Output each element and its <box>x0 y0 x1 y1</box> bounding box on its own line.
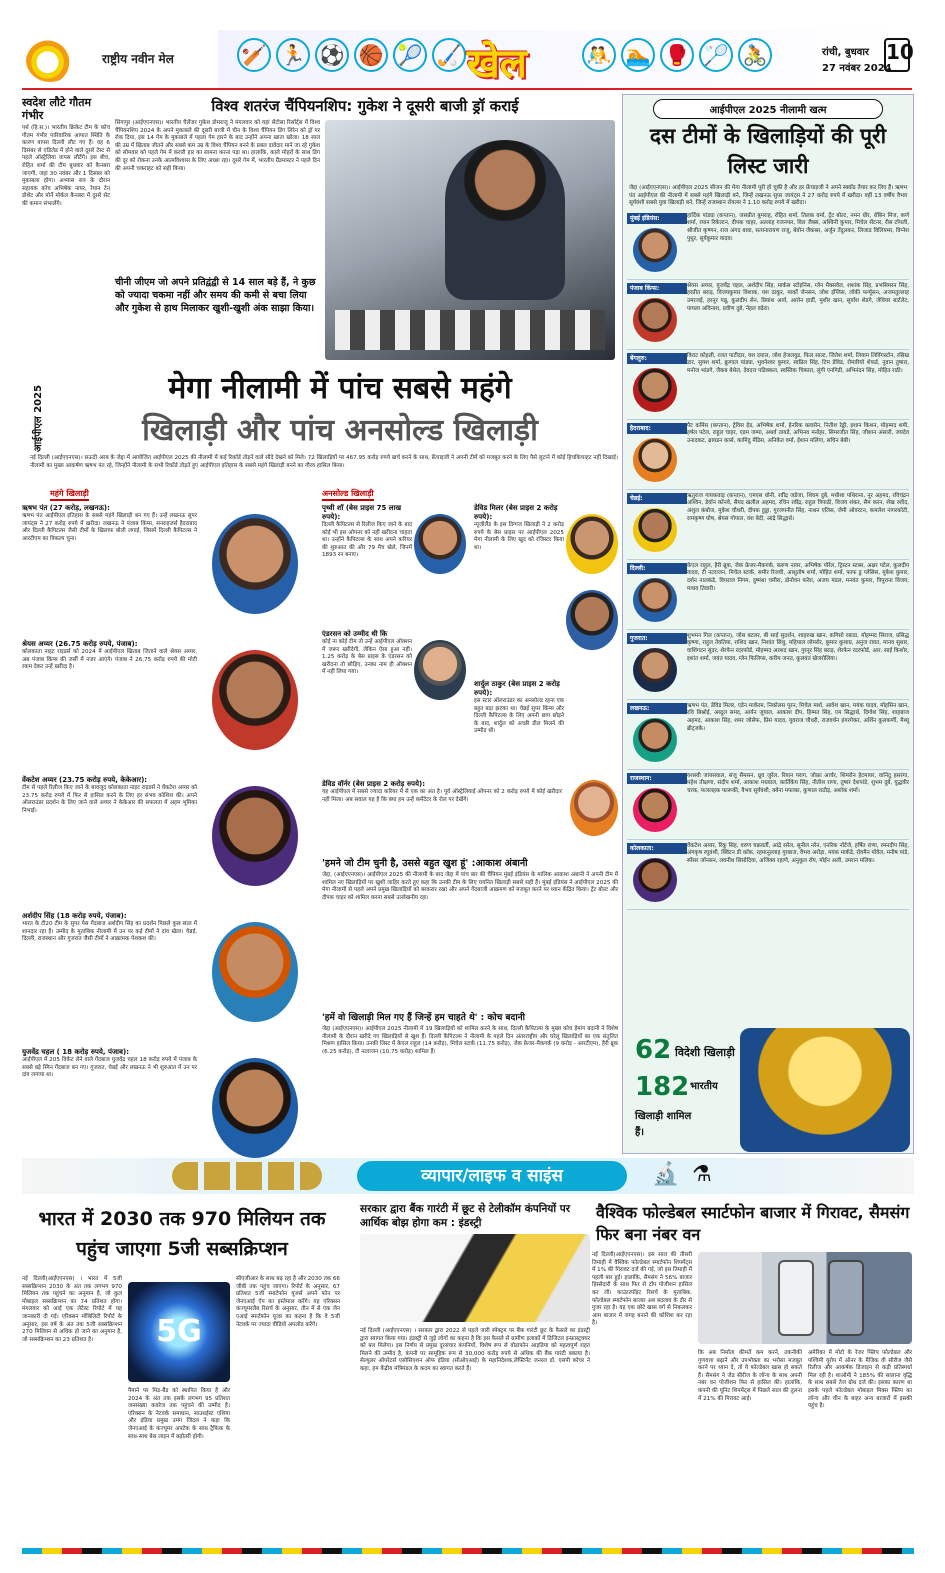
sports-icons-strip-right <box>582 38 772 72</box>
chess-title: विश्व शतरंज चैंपियनशिप: गुकेश ने दूसरी बाजी ड्रॉ कराई <box>211 97 519 115</box>
text-block: हैदराबाद: <box>627 423 687 434</box>
text-block: दिल्ली: <box>627 563 687 574</box>
expensive-heading: महंगे खिलाड़ी <box>50 488 89 501</box>
telecom-body: नई दिल्ली (आईएएनएस) । सरकार द्वारा 2022 से पहले जारी स्पेक्ट्रम पर बैंक गारंटी छूट के फैसले का इंडस्ट्री द्वारा स्वागत किया गया। इंडस्ट्री से जुड़े लोगों का कहना है कि इस फैसले से ग्रामीण इलाकों में डिजिटल इन्फ्रास्ट्रक्चर को बल मिलेगा। इस निर्णय से प्रमुख दूरसंचार कंपनियों, विशेष रूप से वोडाफोन आइडिया को महत्वपूर्ण राहत मिलने की उम्मीद है, कंपनी पर सामूहिक रूप से 30,000 करोड़ रुपये से अधिक की बैंक गारंटी बकाया है। सेल्युलर ऑपरेटर्स एसोसिएशन ऑफ इंडिया (सीओएआई) के महानिदेशक,लेफ्टिनेंट जनरल डॉ. एसपी कोचर ने कहा, हम केंद्रीय मंत्रिमंडल के कदम का स्वागत करते हैं। <box>360 1328 590 1372</box>
fiveg-col2: पैमाने पर मिड-बैंड को स्थापित किया है और 2024 के अंत तक इसके लगभग 95 प्रतिशत जनसंख्या कवरेज तक पहुंचने की उम्मीद है। एरिक्सन के नेटवर्क समाधान, साउथईस्ट एशिया और इंडिया प्रमुख उमंग जिंदल ने कहा कि जेनएआई के कंज्यूमर अपटेक के साथ ट्रैफिक के साथ-साथ बेस लाइन में बढ़ोतरी होगी। <box>128 1388 230 1440</box>
auction-title-1: मेगा नीलामी में पांच सबसे महंगे <box>168 371 512 406</box>
date: 27 नवंबर 2024 <box>822 63 892 74</box>
text-block: वेंकटेश अय्यर, रिंकू सिंह, वरुण चक्रवर्ती, आंद्रे रसेल, सुनील नरेन, एनरिक नॉर्टजे, हर्षित राणा, रमनदीप सिंह, अंगकृष रघुवंशी, क्विंटन डी कॉक, रहमानुल्लाह गुरबाज, वैभव अरोड़ा, मयंक मार्कंडे, रोवमैन पॉवेल, मनीष पांडे, स्पेंसर जॉनसन, लवनीथ सिसोदिया, अजिंक्य रहाणे, अनुकूल रॉय, मोईन अली, उमरान मलिक। <box>687 842 909 864</box>
phone-icon <box>828 1260 864 1336</box>
text-block: युजवेंद्र चहल ( 18 करोड़ रुपये, पंजाब): <box>22 1048 129 1056</box>
fiveg-icon: 5G <box>156 1314 202 1349</box>
text-block: अर्शदीप सिंह (18 करोड़ रुपये, पंजाब): <box>22 912 127 920</box>
auction-title-2: खिलाड़ी और पांच अनसोल्ड खिलाड़ी <box>142 413 538 448</box>
text-block: ऋषभ पंत आईपीएल इतिहास के सबसे महंगे खिलाड़ी बन गए हैं। उन्हें लखनऊ सुपर जायंट्स ने 27 करोड़ रुपये में खरीदा। लखनऊ ने पंजाब किंग्स, सनराइजर्स हैदराबाद और दिल्ली कैपिटल्स जैसी टीमों के खिलाफ बोली लगाई, जिसमें दिल्ली कैपिटल्स ने आरटीएम का विकल्प चुना। <box>22 513 197 542</box>
footer-color-strip <box>22 1548 914 1554</box>
player-photo <box>414 640 466 700</box>
player-photo <box>212 922 298 1022</box>
telecom-image <box>360 1234 590 1322</box>
text-block: ऋषभ पंत (27 करोड़, लखनऊ): <box>22 504 110 512</box>
text-block: राजस्थान: <box>627 773 687 784</box>
city-day: रांची, बुधवार <box>822 47 870 58</box>
brand-logo-icon <box>26 38 74 82</box>
auction-intro: नई दिल्ली (आईएएनएस)। सऊदी अरब के जेद्दा में आयोजित आईपीएल 2025 की नीलामी में कई रिकॉर्ड तोड़ने वाले सौदे देखने को मिले। 72 खिलाड़ियों पर 467.95 करोड़ रुपये खर्च करने के साथ, फ्रेंचाइजी ने अपनी टीमें को मजबूत करने के लिए पैसे लुटाने में कोई हिचकिचाहट नहीं दिखाई। नीलामी का मुख्य आकर्षण ऋषभ पंत रहे, जिन्होंने नीलामी के सभी रिकॉर्ड तोड़ते हुए आईपीएल इतिहास के सबसे महंगे खिलाड़ी बनने का गौरव हासिल किया। <box>30 455 618 469</box>
fiveg-col1: नई दिल्ली(आईएएनएस) । भारत में 5जी सब्सक्रिप्शन 2030 के अंत तक लगभग 970 मिलियन तक पहुंचने का अनुमान है, जो कुल मोबाइल सब्सक्रिप्शन का 74 प्रतिशत होगा। मंगलवार को आई एक लेटेस्ट रिपोर्ट में यह जानकारी दी गई। एरिक्सन मोबिलिटी रिपोर्ट के अनुसार, इस वर्ष के अंत तक 5जी सब्सक्रिप्शन 270 मिलियन से अधिक हो जाने का अनुमान है, जो सब्सक्रिप्शन का 23 प्रतिशत है। <box>22 1276 122 1343</box>
text-block: ऋषभ पंत, डेविड मिलर, एडेन मार्करम, निकोलस पूरन, मिचेल मार्श, आवेश खान, मयंक यादव, मोहसिन खान, रवि बिश्नोई, अब्दुल समद, आर्यन जुयाल, आकाश दीप, हिम्मत सिंह, एम सिद्धार्थ, दिग्वेश सिंह, शाहबाज अहमद, आकाश सिंह, शमर जोसेफ, प्रिंस यादव, युवराज चौधरी, राजवर्धन हंगरगेकर, अर्शिन कुलकर्णी, मैथ्यू ब्रीट्जके। <box>687 702 909 732</box>
team-row <box>627 280 909 350</box>
chess-article <box>115 96 615 366</box>
text-block: मुंबई इंडियंस: <box>627 213 687 224</box>
expensive-list <box>22 504 312 1184</box>
text-block: टीम से पहले रिलीज किए जाने के बावजूद कोलकाता नाइट राइडर्स ने वेंकटेश अय्यर को 23.75 करोड़ रुपये में फिर से हासिल करने के लिए हर संभव कोशिश की। अपने ऑलराउंडर प्रदर्शन के लिए जाने वाले अय्यर ने केकेआर की सफलता में अहम भूमिका निभाई। <box>22 785 197 814</box>
list-item <box>322 630 467 677</box>
flask-icon: ⚗ <box>692 1162 712 1187</box>
page-number: 10 <box>884 38 910 72</box>
fiveg-title: भारत में 2030 तक 970 मिलियन तक पहुंच जाएगा 5जी सब्सक्रिप्शन <box>38 1208 326 1260</box>
text-block: पंजाब किंग्स: <box>627 283 687 294</box>
chess-photo <box>325 120 615 360</box>
player-photo <box>570 780 618 836</box>
text-block: श्रेयस अय्यर, युजवेंद्र चहल, अर्शदीप सिंह, मार्कस स्टोइनिस, ग्लेन मैक्सवेल, शशांक सिंह, प्रभसिमरन सिंह, हरप्रीत बराड़, विजयकुमार विशाक, यश ठाकुर, मार्को जेनसन, जोश इंग्लिस, लॉकी फर्ग्यूसन, अजमतुल्लाह उमरजई, हरनूर पन्नू, कुलदीप सेन, प्रियांश आर्य, आरोन हार्डी, मुशीर खान, सूर्यांश शेडगे, जेवियर बार्टलेट, पायला अविनाश, प्रवीण दुबे, नेहल वढेरा। <box>687 282 909 312</box>
business-banner <box>22 1158 914 1194</box>
text-block: हार्दिक पांड्या (कप्तान), जसप्रीत बुमराह, रोहित शर्मा, तिलक वर्मा, ट्रेंट बोल्ट, नमन धीर, रॉबिन मिंज, कर्ण शर्मा, रयान रिकेल्टन, दीपक चाहर, अल्लाह गजनफर, विल जैक्स, अश्विनी कुमार, मिचेल सेंटनर, रीस टॉपली, श्रीजीत कृष्णन, राज अंगद बावा, सत्यनारायण राजू, बेवोन जैकब्स, अर्जुन तेंदुलकर, लिजाड विलियम्स, विग्नेश पुथुर, सूर्यकुमार यादव। <box>687 212 909 242</box>
player-photo <box>212 514 298 614</box>
text-block: वेंकटेश अय्यर (23.75 करोड़ रुपये, केकेआर): <box>22 776 148 784</box>
ambani-title: 'हमने जो टीम चुनी है, उससे बहुत खुश हूं' :आकाश अंबानी <box>322 858 528 869</box>
foldable-article <box>592 1200 914 1530</box>
player-photo <box>212 650 298 750</box>
masthead <box>22 30 912 90</box>
list-item <box>474 504 618 552</box>
text-block: यशस्वी जायसवाल, संजू सैमसन, ध्रुव जुरेल, रियान पराग, जोफ्रा आर्चर, शिमरोन हेटमायर, वानिंदु हसरंगा, महेश तीक्षणा, संदीप शर्मा, आकाश मधवाल, कार्तिकेय सिंह, नीतीश राणा, तुषार देशपांडे, शुभम दुबे, युद्धवीर चरक, फजलहक फारूकी, वैभव सूर्यवंशी, क्वेना मफाका, कुणाल राठौड़, अशोक शर्मा। <box>687 772 909 794</box>
fiveg-article <box>22 1200 342 1530</box>
text-block: दिल्ली कैपिटल्स से रिलीज किए जाने के बाद कोई भी इस ओपनर को नहीं खरीदना चाहता था। उन्होंने कैपिटल्स के साथ अपने करियर की शुरुआत की और 79 मैच खेले, जिनमें 1893 रन बनाए। <box>322 522 412 559</box>
phone-icon <box>778 1260 814 1336</box>
unsold-list <box>322 504 618 854</box>
text-block: न्यूजीलैंड के इस दिग्गज खिलाड़ी ने 2 करोड़ रुपये के बेस प्राइस पर आईपीएल 2025 मेगा नीलामी के लिए खुद को रजिस्टर किया था। <box>474 522 564 551</box>
wrestling-icon: 🤼 <box>582 38 616 72</box>
text-block: पैट कमिंस (कप्तान), ट्रेविस हेड, अभिषेक शर्मा, हेनरिक क्लासेन, नितीश रेड्डी, इशान किशन, मोहम्मद शमी, हर्षल पटेल, राहुल चाहर, एडम जम्पा, अथर्व तायडे, अभिनव मनोहर, सिमरजीत सिंह, जीशान अंसारी, जयदेव उनादकट, ब्रायडन कार्स, कामिंदु मेंडिस, अनिकेत वर्मा, ईशान मलिंगा, सचिन बेबी। <box>687 422 909 444</box>
player-photo <box>566 590 618 650</box>
indian-count: 182 <box>635 1072 690 1102</box>
telecom-title: सरकार द्वारा बैंक गारंटी में छूट से टेलीकॉम कंपनियों पर आर्थिक बोझ होगा कम : इंडस्ट्री <box>360 1203 571 1229</box>
fiveg-image <box>128 1282 230 1382</box>
text-block: कोलकाता नाइट राइडर्स को 2024 में आईपीएल खिताब जिताने वाले श्रेयस अय्यर, अब पंजाब किंग्स की जर्सी में नजर आएंगे। पंजाब ने 26.75 करोड़ रुपये की मोटी रकम देकर उन्हें खरीदा है। <box>22 649 197 671</box>
badani-title: 'हमें वो खिलाड़ी मिल गए हैं जिन्हें हम चाहते थे' : कोच बदानी <box>322 1013 525 1023</box>
team-row <box>627 420 909 490</box>
list-item <box>22 504 312 640</box>
business-title: व्यापार/लाइफ व साइंस <box>357 1161 627 1191</box>
player-photo <box>566 514 618 574</box>
list-kicker: आईपीएल 2025 नीलामी खत्म <box>653 99 883 119</box>
running-icon: 🏃 <box>276 38 310 72</box>
text-block: डेविड मिलर (बेस प्राइस 2 करोड़ रुपये): <box>474 504 558 521</box>
gambhir-article <box>22 96 110 358</box>
unsold-heading: अनसोल्ड खिलाड़ी <box>322 488 374 501</box>
ambani-article <box>322 856 618 1006</box>
ambani-body: जेद्दा, (आईएएनएस)। आईपीएल 2025 की नीलामी के बाद जेद्दा में पांच बार की चैंपियन मुंबई इंडियंस के मालिक आकाश अंबानी ने अपनी टीम में शामिल नए खिलाड़ियों पर खुशी जाहिर करते हुए कहा कि उनकी टीम के लिए चयनित खिलाड़ी सबसे सही हैं। मुंबई इंडियंस ने आईपीएल 2025 की मेगा नीलामी से पहले अपने प्रमुख खिलाड़ियों को बरकरार रखा और अपने गेंदबाजी आक्रमण को मजबूत करने पर ध्यान केंद्रित किया। ट्रेंट बोल्ट और दीपक चाहर को शामिल करना सबसे उल्लेखनीय रहा। <box>322 872 618 901</box>
foldable-body-3: अमेरिका में मोटो के रेजर फ्लिप फोल्डेबल और पश्चिमी यूरोप में ऑनर के मैजिक वी सीरीज जैसे रिलीज और आकर्षक डिजाइन से कड़ी प्रतिस्पर्धा मिल रही है। शाओमी ने 185% की सालाना वृद्धि के साथ सबसे तेज ग्रोथ दर्ज की। इसका कारण था इसके पहले फोल्डेबल मोबाइल मिक्स फ्लिप का लॉन्च और चीन के बाहर अन्य बाजारों में इसकी पहुंच है। <box>808 1350 912 1410</box>
gambhir-body: पर्थ (हि.स.)। भारतीय क्रिकेट टीम के कोच गौतम गंभीर पारिवारिक आपात स्थिति के कारण वापस दिल्ली लौट गए हैं। वह 6 दिसंबर से एडिलेड में होने वाले दूसरे टेस्ट से पहले ऑस्ट्रेलिया वापस लौटेंगे। इस बीच, रोहित शर्मा की टीम बुधवार को कैनबरा जाएगी, जहां 30 नवंबर और 1 दिसंबर को मुकाबला होगा। अभ्यास सत्र के दौरान सहायक कोच अभिषेक नायर, रेयान टेन डोशेट और मोर्ने मोर्कल कैनबरा में दुसरे सेट की कमान संभालेंगे। <box>22 125 110 207</box>
text-block: आईपीएल में 205 विकेट लेने वाले गेंदबाज युजवेंद्र चहल 18 करोड़ रुपये में पंजाब के सबसे बड़े स्पिन गेंदबाज बन गए। गुजरात, चेन्नई और लखनऊ ने भी शुरुआत में उन पर दांव लगाया था। <box>22 1057 197 1079</box>
foldable-title: वैश्विक फोल्डेबल स्मार्टफोन बाजार में गिरावट, सैमसंग फिर बना नंबर वन <box>596 1203 910 1244</box>
list-item <box>22 776 312 912</box>
text-block: ऋतुराज गायकवाड़ (कप्तान), एमएस धोनी, रवींद्र जडेजा, शिवम दुबे, मथीशा पथिराना, नूर अहमद, रविचंद्रन अश्विन, डेवॉन कॉनवे, सैयद खलील अहमद, रचिन रवींद्र, राहुल त्रिपाठी, विजय शंकर, सैम करन, शेख रशीद, अंशुल कंबोज, मुकेश चौधरी, दीपक हुड्डा, गुरजपनीत सिंह, नाथन एलिस, जेमी ओवरटन, कमलेश नागरकोटी, रामकृष्ण घोष, श्रेयस गोपाल, वंश बेदी, आंद्रे सिद्धार्थ। <box>687 492 909 522</box>
indian-label-2: खिलाड़ी शामिल <box>635 1111 692 1122</box>
badani-article <box>322 1010 618 1140</box>
text-block: यह आईपीएल में सबसे ज्यादा करियर में से एक का अंत है। पूर्व ऑस्ट्रेलियाई ओपनर को 2 करोड़ रुपये में कोई खरीदार नहीं मिला। अब सवाल यह है कि क्या हम उन्हें कमेंटेटर के रोल पर देखेंगे। <box>322 789 562 803</box>
team-row <box>627 210 909 280</box>
player-photo <box>212 1058 298 1158</box>
chess-body: सिंगापुर (आईएएनएस)। भारतीय चैलेंजर गुकेश डोमराजू ने मंगलवार को यहां सेंटोसा रिसॉर्ट्स में विश्व चैंपियनशिप 2024 के अपने मुकाबले की दूसरी बाजी में चीन के विश्व चैंपियन डिंग लिरेन को ड्रॉ पर रोक दिया, इस 14 गेम के मुकाबले में पहला गेम हारने के बाद उन्होंने अपना खाता खोला। 18 साल की उम्र में खिताब जीतने और सबसे कम उम्र के विश्व चैंपियन बनने के प्रबल दावेदार माने जा रहे गुकेश को सोमवार को पहले गेम में करारी हार का सामना करना पड़ा था। हालांकि, काले मोहरों के साथ डिंग की दूर को रोकना उनके आत्मविश्वास के लिए अच्छा रहा। दूसरे गेम में, भारतीय ग्रैंडमास्टर ने पहले दिन की अपनी चकराहट को सही किया। <box>115 120 320 172</box>
text-block: डेविड वॉर्नर (बेस प्राइस 2 करोड़ रुपये): <box>322 780 426 788</box>
list-item <box>22 912 312 1048</box>
text-block: कोई ना कोई टीम तो उन्हें आईपीएल ऑक्शन में जरूर खरीदेगी, लेकिन ऐसा हुआ नहीं। 1.25 करोड़ के बेस प्राइस के एंडरसन को खरीदना तो छोड़िए, उनका नाम ही ऑक्शन में नहीं लिया गया। <box>322 639 412 676</box>
fiveg-col3: सीएजीआर के साथ बढ़ रहा है और 2030 तक 66 जीबी तक पहुंच जाएगा। रिपोर्ट के अनुसार, 67 प्रतिशत 5जी स्मार्टफोन यूजर्स अपने फोन पर जेनएआई ऐप का इस्तेमाल करेंगे। यह एरिक्सन कंज्यूमरलैब रिसर्च के अनुसार, तीन में से एक जेन एआई स्मार्टफोन यूजर का कहना है कि वे 5जी नेटवर्क पर ज्यादा वीडियो अपलोड करेंगे। <box>236 1276 340 1328</box>
swimming-icon: 🏊 <box>621 38 655 72</box>
cricket-icon: 🏏 <box>237 38 271 72</box>
chess-quote: चीनी जीएम जो अपने प्रतिद्वंद्वी से 14 साल बड़े हैं, ने कुछ को ज्यादा चकमा नहीं और समय की कमी से बचा लिया और गुकेश से हाथ मिलाकर खुशी-खुशी अंक साझा किया। <box>115 277 316 314</box>
tennis-icon: 🎾 <box>393 38 427 72</box>
team-row <box>627 840 909 910</box>
sports-icons-strip <box>237 38 497 84</box>
coins-icon <box>172 1162 322 1190</box>
text-block: विराट कोहली, रजत पाटीदार, यश दयाल, जोश हेजलवुड, फिल साल्ट, जितेश शर्मा, लियाम लिविंगस्टोन, रसिख डार, सुयश शर्मा, क्रुणाल पांड्या, भुवनेश्वर कुमार, स्वप्निल सिंह, टिम डेविड, रोमारियो शेफर्ड, नुवान तुषारा, मनोज भांडगे, जैकब बेथेल, देवदत्त पडिक्कल, स्वस्तिक चिकारा, लुंगी एनगिडी, अभिनंदन सिंह, मोहित राठी। <box>687 352 909 374</box>
boxing-icon: 🥊 <box>660 38 694 72</box>
foldable-body-1: नई दिल्ली(आईएएनएस)। इस साल की तीसरी तिमाही में वैश्विक फोल्डेबल स्मार्टफोन शिपमेंट्स में 1% की गिरावट दर्ज की गई, जो इस तिमाही में पहली बार हुई। हालांकि, सैमसंग ने 56% बाजार हिस्सेदारी के साथ फिर से टॉप पोजीशन हासिल कर ली। काउंटरपॉइंट रिसर्च के मुताबिक, फोल्डेबल स्मार्टफोन बाजार अब बदलाव के दौर से गुजर रहा है। यह एक छोटे खास वर्ग से निकलकर आम बाजार में जगह बनाने की कोशिश कर रहा है। <box>592 1252 692 1327</box>
list-item <box>322 780 618 804</box>
text-block: इस स्टार ऑलराउंडर का अनसोल्ड रहना एक बहुत बड़ा झटका था। चेन्नई सुपर किंग्स और दिल्ली कैपिटल्स के लिए अपनी छाप छोड़ने के बाद, शार्दुल को अच्छी डील मिलने की उम्मीद थी। <box>474 698 564 735</box>
list-item <box>22 640 312 776</box>
player-photo <box>212 786 298 886</box>
player-photo <box>414 514 466 574</box>
team-row <box>627 770 909 840</box>
text-block: श्रेयस अय्यर (26.75 करोड़ रुपये, पंजाब): <box>22 640 138 648</box>
foreign-count: 62 <box>635 1035 672 1065</box>
cycling-icon: 🚴 <box>738 38 772 72</box>
text-block: पृथ्वी शॉ (बेस प्राइस 75 लाख रुपये): <box>322 504 402 521</box>
text-block: केएल राहुल, हैरी ब्रूक, जेक फ्रेजर-मैकगर्क, करुण नायर, अभिषेक पोरेल, ट्रिस्टन स्टब्स, अक्षर पटेल, कुलदीप यादव, टी नटराजन, मिचेल स्टार्क, समीर रिजवी, आशुतोष शर्मा, मोहित शर्मा, फाफ डु प्लेसिस, मुकेश कुमार, दर्शन नालकंडे, विपराज निगम, दुष्मंथा चमीरा, डोनोवन फरेरा, अजय मंडल, मनवंत कुमार, त्रिपुराना विजय, माधव तिवारी। <box>687 562 909 592</box>
team-row <box>627 490 909 560</box>
team-row <box>627 630 909 700</box>
text-block: शार्दुल ठाकुर (बेस प्राइस 2 करोड़ रुपये): <box>474 680 560 697</box>
indian-label-3: हैं। <box>635 1127 645 1138</box>
player-figure <box>445 140 565 300</box>
list-title: दस टीमों के खिलाड़ियों की पूरी लिस्ट जारी <box>649 124 887 178</box>
section-title: खेल <box>467 41 527 87</box>
team-rows <box>623 210 913 910</box>
team-list-panel <box>622 94 914 1154</box>
auction-label: आईपीएल 2025 <box>33 384 44 452</box>
badani-body: जेद्दा (आईएएनएस)। आईपीएल 2025 नीलामी में 19 खिलाड़ियों को शामिल करने के साथ, दिल्ली कैपिटल्स के मुख्य कोच हेमांग बदानी ने विशेष नीलामी के दौरान खरीदे गए खिलाड़ियों से खुश हैं। दिल्ली कैपिटल्स ने नीलामी के पहले दिन अंतरराष्ट्रीय और घरेलू खिलाड़ियों का एक संतुलित मिश्रण हासिल किया। उनकी लिस्ट में केएल राहुल (14 करोड़), मिचेल स्टार्क (11.75 करोड़), जेक फ्रेजर-मैकगर्क (9 करोड़ - आरटीएम), हैरी ब्रूक (6.25 करोड़), टी नटराजन (10.75 करोड़) शामिल हैं। <box>322 1026 618 1055</box>
gambhir-title: स्वदेश लौटे गौतम गंभीर <box>22 96 92 122</box>
text-block: लखनऊ: <box>627 703 687 714</box>
foldable-body-2: कि अब निर्माता कीमतें कम करने, तकनीकी गुणवत्ता बढ़ाने और उपभोक्ता का भरोसा मजबूत करने पर ध्यान दे, तो ये फोल्डेबल खास हो सकते हैं। सैमसंग ने जेड सीरीज के लॉन्च के साथ अपनी नंबर वन पोजीशन फिर से हासिल की। हालांकि, कंपनी की यूनिट शिपमेंट्स में पिछले साल की तुलना में 21% की गिरावट आई। <box>698 1350 802 1402</box>
brand-name: राष्ट्रीय नवीन मेल <box>102 52 174 66</box>
basketball-icon: 🏀 <box>354 38 388 72</box>
badminton-icon: 🏸 <box>699 38 733 72</box>
microscope-icon: 🔬 <box>652 1162 680 1187</box>
foreign-label: विदेशी खिलाड़ी <box>675 1046 735 1059</box>
text-block: कोलकाता: <box>627 843 687 854</box>
hockey-icon: 🏑 <box>432 38 466 72</box>
text-block: भारत के टी20 टीम के सुपर पेस गेंदबाज अर्शदीप सिंह का प्रदर्शन पिछले कुछ साल में शानदार रहा है। उम्मीद के मुताबिक नीलामी में उन पर कई टीमों ने दांव खेला। चेन्नई, दिल्ली, राजस्थान और गुजरात जैसी टीमों ने आक्रामक पेशकश की। <box>22 921 197 943</box>
text-block: बेंगलुरु: <box>627 353 687 364</box>
text-block: चेन्नई: <box>627 493 687 504</box>
indian-label-1: भारतीय <box>690 1081 718 1092</box>
trophy-image <box>740 1028 910 1152</box>
team-row <box>627 700 909 770</box>
football-icon: ⚽ <box>315 38 349 72</box>
list-item <box>474 680 618 736</box>
list-item <box>322 504 467 560</box>
text-block: शुभमन गिल (कप्तान), जोस बटलर, बी साई सुदर्शन, शाहरुख खान, कगिसो रबाडा, मोहम्मद सिराज, प्रसिद्ध कृष्णा, राहुल तेवतिया, राशिद खान, निशांत सिंधु, महिपाल लोमरोर, कुमार कुशाग्र, अनुज रावत, मानव सुथार, वाशिंगटन सुंदर, शेरफेन रदरफोर्ड, मोहम्मद अरशद खान, गुरनूर सिंह बराड़, शेरफेन रदरफोर्ड, आर. साई किशोर, इशांत शर्मा, जयंत यादव, ग्लेन फिलिप्स, करीम जनत, कुलवंत खेजरोलिया। <box>687 632 909 662</box>
text-block: एंडरसन को उम्मीद थी कि <box>322 630 388 638</box>
telecom-article <box>360 1200 590 1530</box>
foldable-image <box>698 1252 912 1344</box>
chessboard <box>335 310 605 350</box>
list-intro: जेद्दा (आईएएनएस)। आईपीएल 2025 सीजन की मेगा नीलामी पूरी हो चुकी है और हर फ्रेंचाइजी ने अपने स्क्वॉड तैयार कर लिए हैं। ऋषभ पंत आईपीएल की नीलामी में सबसे महंगे खिलाड़ी बने, जिन्हें लखनऊ सुपर जायंट्स ने 27 करोड़ रुपये में खरीदा। वहीं 13 वर्षीय वैभव सूर्यवंशी सबसे युवा खिलाड़ी बने, जिन्हें राजस्थान रॉयल्स ने 1.10 करोड़ रुपये में खरीदा। <box>629 185 907 207</box>
team-row <box>627 560 909 630</box>
team-row <box>627 350 909 420</box>
text-block: गुजरात: <box>627 633 687 644</box>
